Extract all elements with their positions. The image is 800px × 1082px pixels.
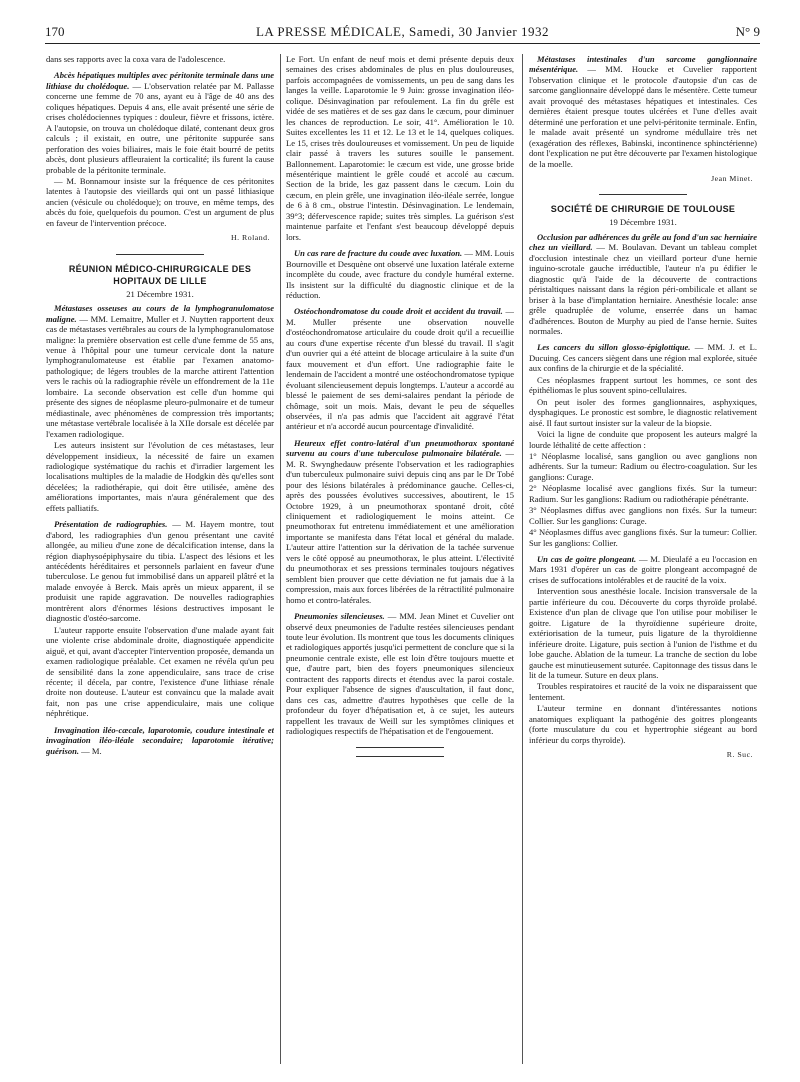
article-body: — L'observation relatée par M. Pallasse concerne une femme de 70 ans, ayant eu à l'âge de 40 ans des coliques hépatiques. Depuis 4 ans, elle avait présenté une série de crises cholédociennes typiques : douleur, fièvre et frissons, ictère. A l'autopsie, on trouva un cholédoque dilaté, contenant deux gros calculs ; il existait, en outre, une péritonite suppurée sans perforation des voies biliaires, mais le foie était bourré de petits abcès, dont plusieurs affleuraient la corticalité; ils furent la cause probable de la péritonite terminale. xyxy=(46,80,274,175)
section-heading: SOCIÉTÉ DE CHIRURGIE DE TOULOUSE xyxy=(550,204,736,215)
list-item: 4° Néoplasmes diffus avec ganglions fixés. Sur la tumeur: Collier. Sur les ganglions: Collier. xyxy=(529,527,757,548)
list-item: 1° Néoplasme localisé, sans ganglion ou avec ganglions non adhérents. Sur la tumeur: Radium ou électro-coagulation. Sur les ganglions: Curage. xyxy=(529,450,757,482)
article-title: Invagination iléo-cæcale, laparotomie, coudure intestinale et invagination iléo-iléale secondaire; laparotomie itérative; guérison. xyxy=(46,724,274,756)
article-title: Occlusion par adhérences du grêle au fond d'un sac herniaire chez un vieillard. xyxy=(529,231,757,253)
column-2 xyxy=(286,54,514,1049)
article-title: Un cas de goitre plongeant. xyxy=(537,554,637,565)
paragraph: On peut isoler des formes ganglionnaires, asphyxiques, dysphagiques. Le pronostic est sombre, le diagnostic relativement aisé. Il faut surtout insister sur la valeur de la biopsie. xyxy=(529,396,757,428)
journal-title: LA PRESSE MÉDICALE, Samedi, 30 Janvier 1932 xyxy=(255,24,550,39)
article xyxy=(286,611,514,736)
paragraph: Ces néoplasmes frappent surtout les hommes, ce sont des épithéliomas le plus souvent spino-cellulaires. xyxy=(529,374,757,396)
paragraph: dans ses rapports avec la coxa vara de l'adolescence. xyxy=(46,54,226,64)
separator xyxy=(356,747,444,748)
column-divider xyxy=(280,54,281,1064)
list-item: 3° Néoplasmes diffus avec ganglions non fixés. Sur la tumeur: Collier. Sur les ganglions: Curage. xyxy=(529,505,757,526)
paragraph: Les auteurs insistent sur l'évolution de ces métastases, leur développement insidieux, la nécessité de faire un examen radiologique systématique du rachis et d'irradier largement les localisations multiples de la maladie de Hodgkin dès qu'elles sont décelées; la radiothérapie, qui doit être utilisée, amène des améliorations importantes, mais n'aura généralement que des effets palliatifs. xyxy=(46,440,274,513)
paragraph: Intervention sous anesthésie locale. Incision transversale de la partie inférieure du cou. Découverte du corps thyroïde prolabé. Existence d'un plan de clivage que l'on utilise pour mobiliser le goitre. Ligature de la thyroïdienne supérieure droite, extériorisation de la tumeur, puis ligature de la thyroïdienne inférieure droite. Ligature, puis section à l'union de l'isthme et du lobe gauche. Ablation de la tumeur. La tranche de section du lobe gauche est minutieusement suturée. Capitonnage des tissus dans le lit de la tumeur. Suture en deux plans. xyxy=(529,586,757,681)
article-body: — M. Hayem montre, tout d'abord, les radiographies d'un genou présentant une cavité allongée, au milieu d'une zone de décalcification intense, dans la région diaphysoépiphysaire du tibia. L'aspect des lésions et les antécédents héréditaires et personnels parlaient en faveur d'une tuberculose. Le genou fut immobilisé dans un appareil plâtré et la malade envoyée à Berck. Mais après un mieux apparent, il se produisit une rapide aggravation. De nouvelles radiographies montrèrent alors d'énormes lésions destructives imposant le diagnostic d'ostéo-sarcome. xyxy=(46,519,274,624)
article xyxy=(46,519,274,624)
list-item: 2° Néoplasme localisé avec ganglions fixés. Sur la tumeur: Radium. Sur les ganglions: Radium ou radiothérapie pénétrante. xyxy=(529,483,757,504)
article-title: Abcès hépatiques multiples avec péritonite terminale dans une lithiase du cholédoque. xyxy=(46,70,274,91)
paragraph: L'auteur termine en donnant d'intéressantes notions anatomiques expliquant la pathogénie des goitres plongeants (forte musculature du cou et hypertrophie siégeant au bord inférieur du corps thyroïde). xyxy=(529,703,757,745)
article-body: — MM. Houcke et Cuvelier rapportent l'observation clinique et le protocole d'autopsie d'un cas de sarcome ganglionnaire développé dans le mésentère. Cette tumeur avait provoqué des métastases hépatiques et intestinales. Ces dernières étaient presque toutes ulcérées et l'une d'elles avait déterminé une perforation et une pelvi-péritonite terminale. Enfin, le malade avait présenté un syndrome médullaire très net (exagération des réflexes, Babinski, incontinence sphinctérienne) dont l'explication ne put être découverte par l'examen histologique de la moelle. xyxy=(529,64,757,169)
article-body: — M. Muller présente une observation nouvelle d'ostéochondromatose articulaire du coude droit qu'il a recueillie au cours d'une expertise récente d'un blessé du travail. Il s'agit d'un ouvrier qui a été atteint de blocage articulaire à la suite d'un faux mouvement et d'un effort. Une radiographie faite le lendemain de l'accident a montré une ostéochondromatose typique évoluant silencieusement depuis longtemps. L'auteur a accordé au blessé le paiement de ses demi-salaires pendant la période de chômage, soit un mois. Mais, devant le peu de séquelles observées, il n'a pas admis que l'accident ait aggravé l'état antérieur et n'a accordé aucun pourcentage d'invalidité. xyxy=(286,306,514,432)
signature: Jean Minet. xyxy=(711,173,753,183)
article-body: — MM. J. et L. Ducuing. Ces cancers siègent dans une région mal explorée, située aux confins de la chirurgie et de la spécialité. xyxy=(529,342,757,374)
paragraph: — M. Bonnamour insiste sur la fréquence de ces péritonites latentes à l'autopsie des vieillards qui ont un passé lithiasique ancien (vésicule ou cholédoque); on trouve, en même temps, des abcès du foie, quelquefois du poumon. C'est un argument de plus en faveur de l'intervention précoce. xyxy=(46,175,274,228)
separator xyxy=(599,194,687,195)
column-1 xyxy=(46,54,274,1049)
article-title: Les cancers du sillon glosso-épiglottique. xyxy=(537,342,691,353)
article-body: — MM. Louis Bournoville et Desquène ont observé une luxation latérale externe incomplète du coude, avec fracture du condyle huméral externe. Ils insistent sur la difficulté du diagnostic clinique et de la réduction. xyxy=(286,248,514,300)
article xyxy=(286,306,514,431)
paragraph: Troubles respiratoires et raucité de la voix ne disparaissent que lentement. xyxy=(529,681,757,702)
article xyxy=(529,554,757,585)
column-3 xyxy=(529,54,757,1049)
signature: R. Suc. xyxy=(726,750,753,760)
session-date: 21 Décembre 1931. xyxy=(126,288,194,299)
header-rule xyxy=(45,43,760,44)
article-body: — M. Boulavan. Devant un tableau complet d'occlusion intestinale chez un vieillard porteur d'une hernie inguino-scrotale gauche irréductible, l'auteur n'a pu édifier le diagnostic qu'à l'aide de la découverte de contractions péristaltiques naissant dans la région péri-ombilicale et allant se briser à la base d'implantation herniaire. Anesthésie locale: anse grêle quadruplée de volume, enserrée dans un hamac d'adhérences. Bouton de Murphy au pied de l'anse hernie. Suites normales. xyxy=(529,242,757,336)
paragraph: Voici la ligne de conduite que proposent les auteurs malgré la lourde léthalité de cette affection : xyxy=(529,429,757,450)
paragraph: L'auteur rapporte ensuite l'observation d'une malade ayant fait une violente crise abdominale droite, diagnostiquée appendicite aiguë, et qui, avant d'accepter l'intervention proposée, demanda un examen radiologique préalable. Cet examen ne révéla qu'un peu de sensibilité dans la zone appendiculaire, sans trace de crise récente; il décela, par contre, l'existence d'une lithiase rénale droite non douteuse. L'auteur est convaincu que la malade avait fait, non pas une crise appendiculaire, mais une colique néphrétique. xyxy=(46,624,274,719)
article-title: Pneumonies silencieuses. xyxy=(294,611,385,622)
article xyxy=(529,342,757,373)
article xyxy=(286,248,514,300)
article-title: Ostéochondromatose du coude droit et accident du travail. xyxy=(294,306,503,317)
article-title: Métastases osseuses au cours de la lymphogranulomatose maligne. xyxy=(46,303,274,324)
session-date: 19 Décembre 1931. xyxy=(609,217,677,228)
page-header xyxy=(45,24,760,44)
article-body: — M. Dieulafé a eu l'occasion en Mars 1931 d'opérer un cas de goitre plongeant accompagné de crises de suffocations intolérables et de raucité de la voix. xyxy=(529,554,757,585)
page-number: 170 xyxy=(45,24,65,39)
article-body: — M. R. Swynghedauw présente l'observation et les radiographies d'un tuberculeux pulmonaire suivi depuis cinq ans par le Dr Tobé pour des lésions bilatérales à prédominance gauche. Celles-ci, après des poussées évolutives successives, aboutirent, le 15 Octobre 1929, à un pneumothorax spontané droit, côté cliniquement et radiologiquement le moins atteint. Ce pneumothorax fut entretenu immédiatement et une amélioration importante se manifesta dans l'état local et général du malade. L'auteur attire l'attention sur la dérivation de la tachée survenue vers le côté opposé au pneumothorax, le plus atteint. L'électivité du pneumothorax et ses pressions terminales toujours négatives semblent bien prouver que cette déviation ne fut jamais due à la compression, mais aux forces libérées de la rétractilité pulmonaire homo et contro-latérales. xyxy=(286,448,514,605)
article-title: Présentation de radiographies. xyxy=(54,519,168,530)
article-title: Métastases intestinales d'un sarcome ganglionnaire mésentérique. xyxy=(529,54,757,75)
article xyxy=(46,725,274,756)
column-divider xyxy=(522,54,523,1064)
article-body: — M. xyxy=(81,745,102,756)
paragraph: Le Fort. Un enfant de neuf mois et demi présente depuis deux semaines des crises abdominales de plus en plus douloureuses, parfois accompagnées de vomissements, un peu de sang dans les langes la veille. Laparotomie le 9 Juin: grosse invagination iléo-colique. Désinvagination par refoulement. La fin du grêle est vidée de ses matières et de ses gaz dans le cæcum, pour diminuer les chances de reproduction. Le soir, 41°. Amélioration le 10. Suites excellentes les 11 et 12. Le 13 et le 14, quelques coliques. Le 15, crises très douloureuses et vomissement. Un peu de liquide clair passé à travers les sutures souille le pansement. Ballonnement. Laparotomie: le cæcum est vide, une grosse bride mésentérique maintient le grêle coudé et accolé au cæcum. Section de la bride, les gaz passent dans le cæcum. Loin du cæcum, en plein grêle, une invagination iléo-iléale serrée, longue de 6 à 8 cm., obstrue l'intestin. Désinvagination. Le lendemain, 39°3; défervescence rapide; suites très simples. La guérison s'est maintenue parfaite et l'enfant s'est beaucoup développé depuis lors. xyxy=(286,54,514,242)
article-body: — MM. Lemaitre, Muller et J. Nuytten rapportent deux cas de métastases vertébrales au cours de la lymphogranulomatose maligne: la première observation est celle d'une femme de 55 ans, venue à l'hôpital pour une tumeur cervicale dont la nature lymphogranulomateuse est établie par l'examen anatomo-pathologique; de légers troubles de la marche attirent l'attention vers le rachis où la radiographie révèle un effondrement de la 11e lombaire. La seconde observation est celle d'un homme qui présente des signes de néoplasme pleuro-pulmonaire et de tumeur médiastinale, avec phénomènes de compression très importants; une métastase vertébrale localisée à la XIIe dorsale est décelée par l'examen radiologique. xyxy=(46,313,274,439)
article-body: — MM. Jean Minet et Cuvelier ont observé deux pneumonies de l'adulte restées silencieuses pendant toute leur évolution. Ils montrent que tous les documents cliniques et radiologiques apportés jusqu'ici permettent de conclure que si la pneumonie centrale existe, elle est loin d'être toujours muette et que, d'autre part, bien des foyers pneumoniques silencieux contractent des rapports directs et étendus avec la paroi costale. Pour expliquer l'absence de signes d'auscultation, il faut donc, dans ces cas, admettre d'autres hypothèses que celle de la profondeur du foyer d'hépatisation et, à ce sujet, les auteurs rappellent les travaux de Weill sur les symptômes cliniques et radiologiques respectifs de l'hépatisation et de l'engouement. xyxy=(286,611,514,737)
article-title: Heureux effet contro-latéral d'un pneumothorax spontané survenu au cours d'une tuberculose pulmonaire bilatérale. xyxy=(286,437,514,459)
section-heading: RÉUNION MÉDICO-CHIRURGICALE DES HOPITAUX DE LILLE xyxy=(68,263,252,286)
article xyxy=(286,438,514,605)
article xyxy=(46,70,274,175)
article xyxy=(529,54,757,169)
treatment-list xyxy=(529,451,757,548)
article xyxy=(529,232,757,337)
issue-number: N° 9 xyxy=(735,24,760,39)
article-title: Un cas rare de fracture du coude avec luxation. xyxy=(294,248,463,259)
signature: H. Roland. xyxy=(230,233,270,243)
separator xyxy=(116,254,204,255)
article xyxy=(46,303,274,439)
separator xyxy=(356,756,444,757)
